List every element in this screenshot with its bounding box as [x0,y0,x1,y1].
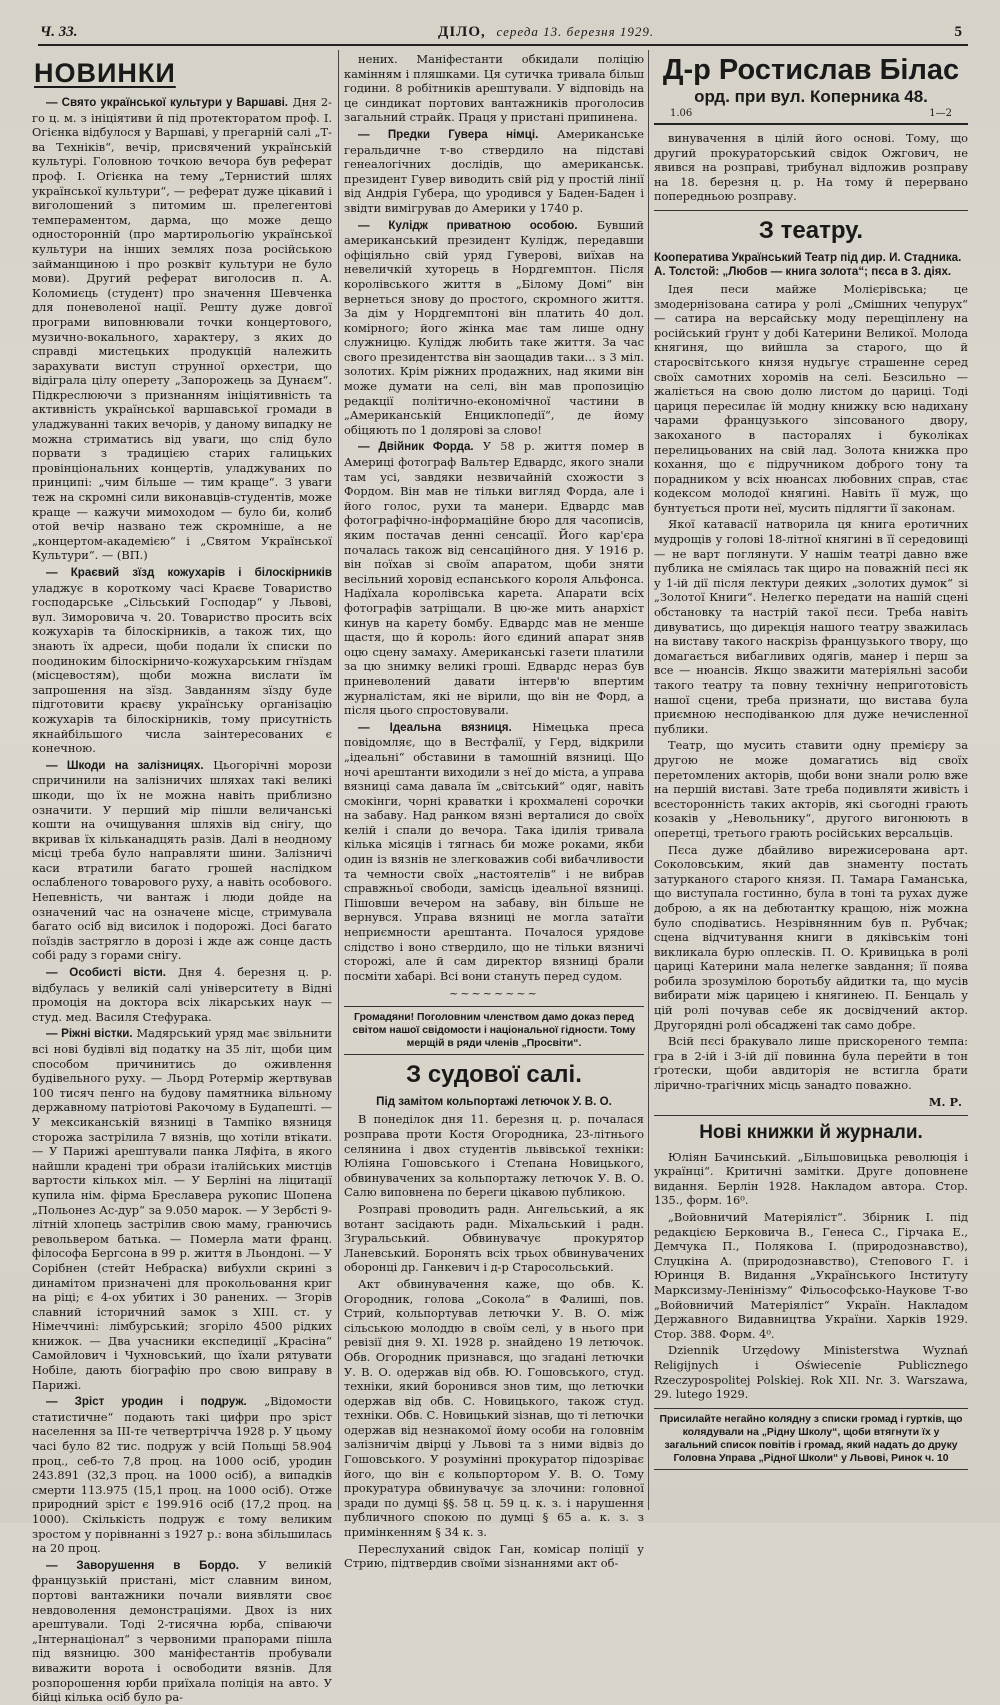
court-continuation: винувачення в цілій його основі. Тому, що другий прокураторський свідок Ожгович, не явився на розправі, трибунал відложив розправу на 18. березня ц. р. На тому й перервано попередньою розправу. [654,131,968,204]
news-item-text: Німецька преса повідомляє, що в Вестфалії, у Герд, відкрили „ідеальні“ обставини в тамошній вязниці. Що ночі арештанти виходили з неї до міста, а управа вязниці сама давала їм „світський“ одяг, навіть смокінги, чорні краватки і крохмалені сорочки на забаву. Над ранком вязні верталися до своїх келій і спали до вечора. Така ідилія тривала кілька місяців і тягнась би може роками, якби один із вязнів не злегковажив собі вибачливости та чемности своїх „настоятелів“ і не вибрав справжньої свободи, замісць ідеальної вязниці. Пішовши вечером на забаву, він більше не вернувся. Управа вязниці не могла затаїти неприємности арештанта. Почалося урядове слідство і воно ствердило, що не тільки вязничі сторожі, але й сам директор вязниці брали посміти хабарі. Всі вони стануть перед судом. [344,719,645,983]
books-list [654,1150,968,1402]
theatre-paragraph: Всій пєсі бракувало лише прискореного темпа: гра в 2-ій і 3-ій дії повинна була перейти в тон ґротески, щоби авдиторія не встигла брати ліричнo-трагічних місць занадто поважно. [654,1034,968,1093]
ridna-shkola-notice: Присилайте негайно колядну з списки громад і гуртків, що колядували на „Рідну Школу“, щоби втягнути їх у загальний список повітів і громад, який надать до друку Головна Управа „Рідної Школи“ у Львові, Ринок ч. 10 [654,1408,968,1470]
theatre-paragraph: Пєса дуже дбайливо вирежисерована арт. Соколовським, який дав знаменту постать затурканого старого князя. П. Тамара Гаманська, що виступала гостинно, була в тоні та рухах дуже доброю, а як на дебютантку кращою, ніж можна було сподіватись. Незрівнянним був п. Рубчак; сцена відчитування книги в дяківськім тоні викликала бурю оплесків. П. О. Кривицька в ролі цариці Катерини мала нелегке завдання; її поява робила зрозумілою боротьбу айдитки та, що мусів вибирати між царицею і княгинею. П. Бенцаль у цій ролі почував себе як досвідчений актор. Другорядні ролі обсаджені так само добре. [654,842,968,1032]
news-item-text: Бувший американський президент Кулідж, передавши офіціяльно свій уряд Гуверові, виїхав на невеличкій хуторець в Нордгемптон. Після королівського життя в „Білому Домі“ він вернеться знову до простого, скромного життя. За дім у Нордгемптоні він платить 40 дол. комірного; його жінка має там лише одну служницю. Кулідж любить таке життя. За час свого президентства він заощадив таки... з 3 міл. золотих. Крім ріжних продажних, над якими він може думати на селі, він мав пропозицію редакції політично-економічної частини в „Американській Енциклопедії“, де йому обіцяють по 1 долярові за слово! [344,217,644,437]
news-item-headline: — Ріжні вістки. [46,1027,133,1041]
news-item-text: Цьогорічні морози спричинили на залізничих шляхах такі великі шкоди, що їх не можна навіть приблизно означити. У перший мір пішли величанські кошти на очищування шляхів від снігу, що вкривав їх кільканадцять разів. Далі в неодному місці треба було направляти шини. Залізничі каси втратили багато грошей наслідком ослабленого товарового руху, а навіть особового. Непевність, чи вантаж і люди дойде на означений час на означене місце, стримувала багато осіб від висилок і подорожі. Досі багато поїздів застрягло в дорозі і жде аж сонце дасть собі раду з горами снігу. [32,757,333,963]
theatre-signature: М. Р. [928,1094,962,1109]
issue-number: Ч. 33. [40,24,78,40]
news-item-headline: — Особисті вісти. [46,966,167,980]
news-item-headline: — Заворушення в Бордо. [46,1558,240,1572]
ad-code-left: 1.06 [670,108,693,119]
news-item-headline: — Шкоди на залізницях. [46,758,204,772]
page-number: 5 [954,24,962,40]
news-item-text: Мадярський уряд має звільнити всі нові будівлі від податку на 35 літ, щоби цим способом причинитись до оживлення будівельного руху. — Льорд Ротермір жертвував 100 тисяч пенго на будову памятника вільному державному патріотові Ракочому в Будапешті. — У мексиканській вязниці в Тампіко вязниця сторожа застрілила 7 вязнів, що хотіли втікати. — У Парижі арештували панка Ляфіта, в якого найшли крадені три образи італійських мистців вартости кількох міл. — У Берліні на ліцитації купила нім. фірма Бреславера рукопис Шопена „Польонез Ас-дур“ за 9.050 марок. — У Зербсті 9-літній хлопець застрілив свою маму, гранючись револьвером батька. — Померла мати франц. філософа Бергсона в 99 р. життя в Льондоні. — У Сорібнен (стейт Небраска) вибухли скрині з динамітом призначені для прокольовання криг на ріці; є 4-ох убитих і 30 ранених. — Згорів славний історичний замок з ХІІІ. ст. у Німеччині: лімбурський; згоріло 4500 рідких книжок. — Два учасники експедиції „Красіна“ Самойлович і Чухновський, що їхали рятувати Нобіле, дають біографію про свою виправу в Парижі. [32,1026,333,1392]
news-item-text: нених. Маніфестанти обкидали поліцію камінням і пляшками. Ця сутичка тривала більш години. 8 робітників арештували. У відповідь на це синдикат портових вантажників проголосив загальний страйк. Праця у пристані припинена. [344,52,644,125]
news-item-text: „Відомости статистичне“ подають такі цифри про зріст населення за ІІІ-те четвертрічча 1928 р. У цьому часі було 82 тис. подруж у всій Польщі 58.904 проц., себ-то 7,8 проц. на 1000 осіб, уродин 243.891 (32,3 проц. на 1000 осіб), а випадків смерти 113.975 (15,1 проц. на 1000 осіб). Отже природний зріст є 199.916 осіб (17,2 проц. на 1000). Скількість подруж є тому великим зростом у порівнанні з 1927 р.: вона збільшилась на 20 проц. [32,1394,332,1556]
theatre-subhead: Кооператива Український Театр під дир. И. Стадника. А. Толстой: „Любов — книга золота“; пєса в 3. діях. [654,250,962,278]
book-entry: Юліян Бачинський. „Більшовицька революція і українці“. Критичні замітки. Друге доповнене видання. Берлін 1928. Накладом автора. Стор. 135., форм. 16⁰. [654,1149,968,1208]
ad-codes [654,108,968,119]
news-item-headline: — Кулідж приватною особою. [358,218,578,232]
court-paragraph: Розправі проводить радн. Ангельський, а як вотант засідають радн. Міхальський і радн. Згуральський. Обвинувачує прокурятор Ланевський. Боронять всіх трьох обвинувачених оборонці др. Ганкевич і д-р Старосольський. [344,1201,644,1275]
news-rubric-title: НОВИНКИ [34,58,176,88]
column-divider [338,50,339,1510]
ad-code-right: 1—2 [929,108,952,119]
column-news [32,52,333,1705]
news-item-text: Дня 2-го ц. м. з ініціятиви й під протекторатом проф. І. Огієнка відбулося у Варшаві, у прегарній салі „Т-ва Техніків“, вечір, присвячений українській культурі. Головною точкою вечора був реферат проф. І. Огієнка на тему „Тернистий шлях української культури“, — реферат дуже цікавий і виголошений з питомим ш. прелегентові темпераментом, дарма, що може дещо односторонній (про мартирольогію української культури на інших землях поза російською займанщиною і про розквіт культури не було мови). Другий реферат виголосив п. А. Коломиєць (студент) про значення Шевченка для поневоленої нації. Решту дуже довгої програми виповнювали точки концертового, музично-вокального, характеру, з яких до справді мистецьких продукцій належить зарахувати виступ струнної орхестри, що відіграла цілу оперету „Запорожець за Дунаєм“. Підкреслюючи з признанням ініціятивність та активність української варшавської громади в уладжуванні таких вечорів, у даному випадку не можна стриматись від уваги, що слід було порвати з традицією старих галицьких провінціональних концертів, уладжуваних по принципі: „чим більше — тим краще“. З уваги теж на скромні сили виконавців-студентів, може краще — кажучи мимоходом — було би, колиб отой вечір названо теж скромніше, а не „концертом-академією“ і „Святом Української Культури“. — (ВП.) [32,95,332,563]
news-item [32,758,332,963]
court-paragraph: Акт обвинувачення каже, що обв. К. Огородник, голова „Сокола“ в Фалиші, пов. Стрий, кольпортував летючки У. В. О. між сільською молоддю в своїм селі, у в нього при ревізії дня 9. ХІ. 1928 р. знайдено 19 летючок. Обв. Огородник признався, що згадані летючки У. В. О. одержав від обв. Ю. Гошовського, студ. техніки, який боронився знов тим, що летючки одержав від обв. С. Новицького, також студ. техніки. Обв. С. Новицький зізнав, що ті летючки одержав від незнакомої йому особи на головнім залізничім двірці у Львові та з ними відвіз до Гошовського. У розумінні прокуратор підозріває його, що він є кольпортором У. В. О. Тому прокуратура обвинувачує за злочини: головної зради по думці §§. 58 ц. 59 ц. к. з. і нарушення публичного спокою по думці § 65 а. к. з. з примінкенням § 34 к. з. [344,1276,644,1540]
news-item [32,1394,332,1556]
news-item-text: уладжує в короткому часі Краєве Товариство господарське „Сільський Господар“ у Львові, вул. Зиморовича ч. 20. Товариство просить всіх кожухарів та білоскірників, а також тих, що знають їх адреси, щоби подали їх списки по поодиноким білоскірничо-кожухарським гнїздам (місцевостям), щоби можна вислати їм запрошення на зїзд. Завданням зїзду буде підготовити краєву українську організацію кожухарів та білоскірників, тому присутність якнайбільшого числа заінтересованих є конечною. [32,580,332,756]
theatre-paragraph: Якої катавасії натворила ця книга еротичних мудрощів у голові 18-літної княгині в її середовищі — не варт поглянути. У нашім театрі давно вже публика не сміялась так щиро на поважній пєсі як у 1-ій дії після лектури деяких „золотих думок“ зі „Золотої Книги“. Нелегко передати на нашій сцені обстановку та настрій такої пєси. Треба навіть дивуватись, що дирекція нашого театру зважилась на виставу такого наскрізь французького твору, що домагається вибагливих одягів, манер і перш за все — нюансів. Якщо зважити матеріяльні засоби такого театру та повну технічну неприготовість нашої сцени, треба признати, що вистава була приємною несподіванкою для дуже нечисленної публики. [654,517,968,736]
news-item [32,1026,332,1392]
news-item-text: Американське геральдичне т-во ствердило на підставі генеалогічних дослідів, що американськ. президент Гувер виводить свій рід у простій лінії від Андрія Губера, що уродився у Баден-Баден і звідти вимігрував до Америки у 1740 р. [344,126,644,215]
news-item-headline: — Ідеальна вязниця. [358,720,512,734]
ornament-divider: ~~~~~~~~ [449,987,539,1001]
court-paragraph: В понеділок дня 11. березня ц. р. почалася розправа проти Костя Огородника, 23-літнього селянина і двох студентів львівської техніки: Юліяна Гошовського і Степана Новицького, обвинувачених за кольпортажу летючок У. В. О. Салю виповнена по береги цікавою публикою. [344,1112,644,1200]
prosvita-appeal-box: Громадяни! Поголовним членством дамо доказ перед світом нашої свідомости і національної гідности. Тому мерщій в ряди членів „Просвіти“. [344,1006,644,1055]
news-item [344,127,644,216]
column-divider [648,50,649,1510]
theatre-review [654,282,968,1093]
news-item [32,965,332,1024]
doctor-advertisement [654,52,968,125]
court-article [344,1112,644,1570]
news-item-headline: — Предки Гувера німці. [358,127,539,141]
middle-news-items [344,52,644,983]
issue-date: середа 13. березня 1929. [496,24,655,39]
court-paragraph: Переслуханий свідок Ган, комісар поліції у Стрию, підтвердив своїми зізнаннями акт об- [344,1541,644,1571]
news-item-headline: — Краєвий зїзд кожухарів і білоскірників [46,566,332,579]
news-item-text: У великій французькій пристані, міст славним вином, портові вантажники почали виявляти своє невдоволення демонстраціями. Двох із них арештували. Тоді 2-тисячна юрба, співаючи „Інтернаціонал“ з червоними прапорами пішла під вязницю. 300 маніфестантів пробували виважити ворота і освободити вязнів. Для розпорошення юрби приїхала поліція на авто. У бійці кілька осіб було ра- [32,1557,332,1705]
news-item [32,1558,332,1705]
news-item [344,439,644,717]
theatre-section-title: З театру. [758,216,864,244]
masthead [38,22,968,46]
news-item [344,52,644,125]
news-item-headline: — Двійник Форда. [358,440,474,454]
court-subhead: Під замітом кольпортажі летючок У. В. О. [376,1095,612,1109]
column-right [654,52,968,1512]
column-middle [344,52,645,1571]
newspaper-title: ДІЛО, [438,24,486,40]
news-items [32,95,332,1705]
theatre-paragraph: Театр, що мусить ставити одну премієру за другою не може домагатись від своїх перетомлених акторів, щоби вони знали ролю вже на першій виставі. Зате треба подивляти живість і всесторонність таких акторів, які сьогодні грають козаків у „Невольнику“, другого вигонюють в оперетці, третього грають російських версальців. [654,738,968,840]
theatre-paragraph: Ідея песи майже Молієрівська; це змодернізована сатира у ролі „Смішних чепурух“ — сатира на версайську моду перещіплену на російський ґрунт у добі Катерини Великої. Молода княгиня, що вийшла за старого, що й старосвітського князя нудьгує страшенне серед своїх самотних хоромів на селі. Безсильно — жаліється на свою долю листом до цариці. Тоді цариця пересилає їй модну книжку всю надихану чарами французького зіпсованого двору, закоханого в пасторалях і буколіках перелицьованих на свій лад. Золота книжка про кохання, що є підручником доброго тону та порадником у всіх нюансах любовних справ, стає кодексом молодої княгині. Навіть її муж, що бунтується проти неї, мусить підлягти її законам. [654,281,968,515]
masthead-title-date [438,24,654,41]
news-item-headline: — Свято української культури у Варшаві. [46,96,289,109]
court-section-title: З судової салі. [406,1061,582,1089]
books-section-title: Нові книжки й журнали. [699,1121,923,1143]
news-item-text: Дня 4. березня ц. р. відбулась у великій салі університету в Відні промоція на доктора всіх лікарських наук — студ. мед. Василя Стефурака. [32,965,332,1024]
news-item-text: У 58 р. життя помер в Америці фотограф Вальтер Едвардс, якого знали там усі, завдяки незвичайній схожости з Фордом. Він мав не тільки вигляд Форда, але і його голос, рухи та манери. Едвардс мав фотографічно-інформаційне бюро для часописів, яким постачав денні сенсації. Його кар'єра почалась також від сенсаційного дня. У 1916 р. він поїхав зі своїм апаратом, щоби зняти весільний хоровід еспанського короля Альфонса. Надїхала королівська карета. Апарати всіх фотографів затріщали. В цю-же мить анархіст кинув на карету бомбу. Едвардс мав не менше щастя, що й король: його єдиний апарат зняв оцю сцену замаху. Американські газети платили за цю знимку великі гроші. Едвардс нераз був приневолений давати інтерв'ю впертим журналістам, які не вірили, що він не Форд, а після цього спростовували. [344,439,644,718]
ad-doctor-name: Д-р Ростислав Білас [662,54,960,86]
news-item [344,218,644,438]
news-item [32,565,332,756]
divider [654,210,968,211]
book-entry: „Войовничий Матеріяліст“. Збірник І. під редакцією Берковича В., Генеса С., Гірчака Е., Демчука П., Полякова І. (природознавство), Слуцкіна А. (природознавство), Степового Г. і Юринця В. Видання „Українського Інституту Марксизму-Ленінізму“ Фільософсько-Наукове Т-во „Войовничий Матеріяліст“ Україн. Накладом Державного Видавництва України. Харків 1929. Стор. 388. Форм. 4⁰. [654,1210,968,1341]
news-item [32,95,332,563]
divider [654,1115,968,1116]
news-item [344,720,644,984]
news-item-headline: — Зріст уродин і подруж. [46,1395,247,1409]
book-entry: Dziennik Urzędowy Ministerstwa Wyznań Religijnych i Oświecenie Publicznego Rzeczypospolitej Polskiej. Rok XII. Nr. 3. Warszawa, 29. lutego 1929. [654,1343,968,1402]
ad-address: орд. при вул. Коперника 48. [694,87,928,106]
